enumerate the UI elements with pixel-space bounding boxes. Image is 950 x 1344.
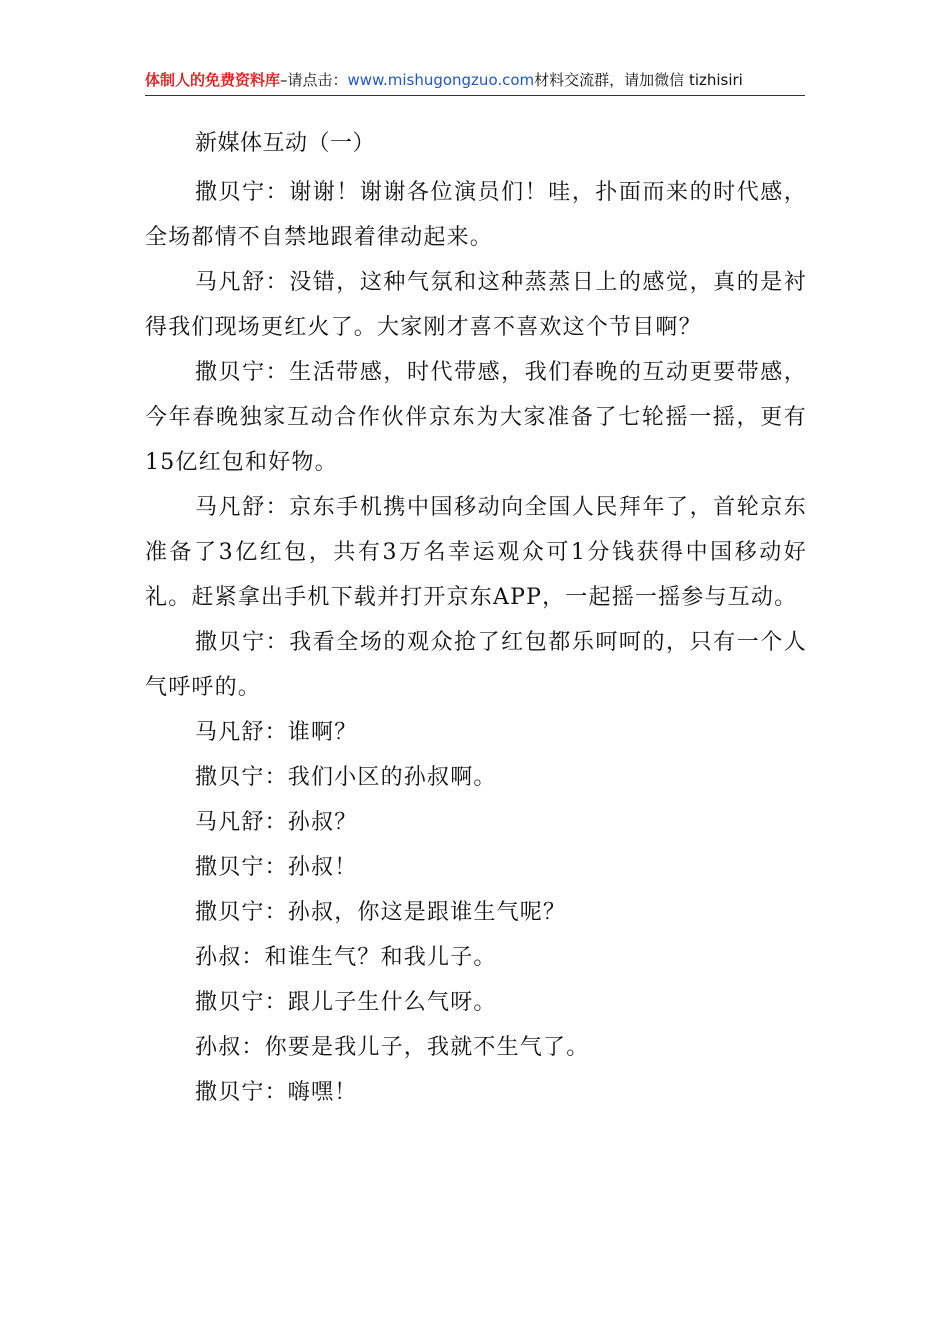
paragraph: 撒贝宁：孙叔，你这是跟谁生气呢？: [195, 900, 567, 925]
paragraph: 马凡舒：谁啊？: [195, 720, 358, 745]
paragraph: 马凡舒：孙叔？: [195, 810, 358, 835]
document-title: 新媒体互动（一）: [195, 131, 376, 156]
header-separator: –请点击：: [280, 71, 348, 89]
paragraph: 撒贝宁：嗨嘿！: [195, 1080, 358, 1105]
paragraph: 孙叔：和谁生气？和我儿子。: [195, 945, 497, 970]
paragraph: 撒贝宁：跟儿子生什么气呀。: [195, 990, 497, 1015]
paragraph: 撒贝宁：孙叔！: [195, 855, 358, 880]
header-url-link[interactable]: www.mishugongzuo.com: [347, 71, 535, 89]
page-header: [145, 68, 805, 96]
paragraph: 撒贝宁：我看全场的观众抢了红包都乐呵呵的，只有一个人气呼呼的。: [145, 630, 807, 700]
header-tail-text: 材料交流群，请加微信 tizhisiri: [534, 71, 743, 89]
header-brand: 体制人的免费资料库: [145, 71, 281, 89]
paragraph: 马凡舒：京东手机携中国移动向全国人民拜年了，首轮京东准备了3亿红包，共有3万名幸运观众可1分钱获得中国移动好礼。赶紧拿出手机下载并打开京东APP，一起摇一摇参与互动。: [145, 495, 807, 610]
paragraph: 孙叔：你要是我儿子，我就不生气了。: [195, 1035, 590, 1060]
document-body: [145, 118, 807, 1115]
paragraph: 撒贝宁：我们小区的孙叔啊。: [195, 765, 497, 790]
paragraph: 撒贝宁：生活带感，时代带感，我们春晚的互动更要带感，今年春晚独家互动合作伙伴京东为大家准备了七轮摇一摇，更有15亿红包和好物。: [145, 360, 807, 475]
paragraph: 撒贝宁：谢谢！谢谢各位演员们！哇，扑面而来的时代感，全场都情不自禁地跟着律动起来。: [145, 180, 807, 250]
paragraph: 马凡舒：没错，这种气氛和这种蒸蒸日上的感觉，真的是衬得我们现场更红火了。大家刚才喜不喜欢这个节目啊？: [145, 270, 807, 340]
